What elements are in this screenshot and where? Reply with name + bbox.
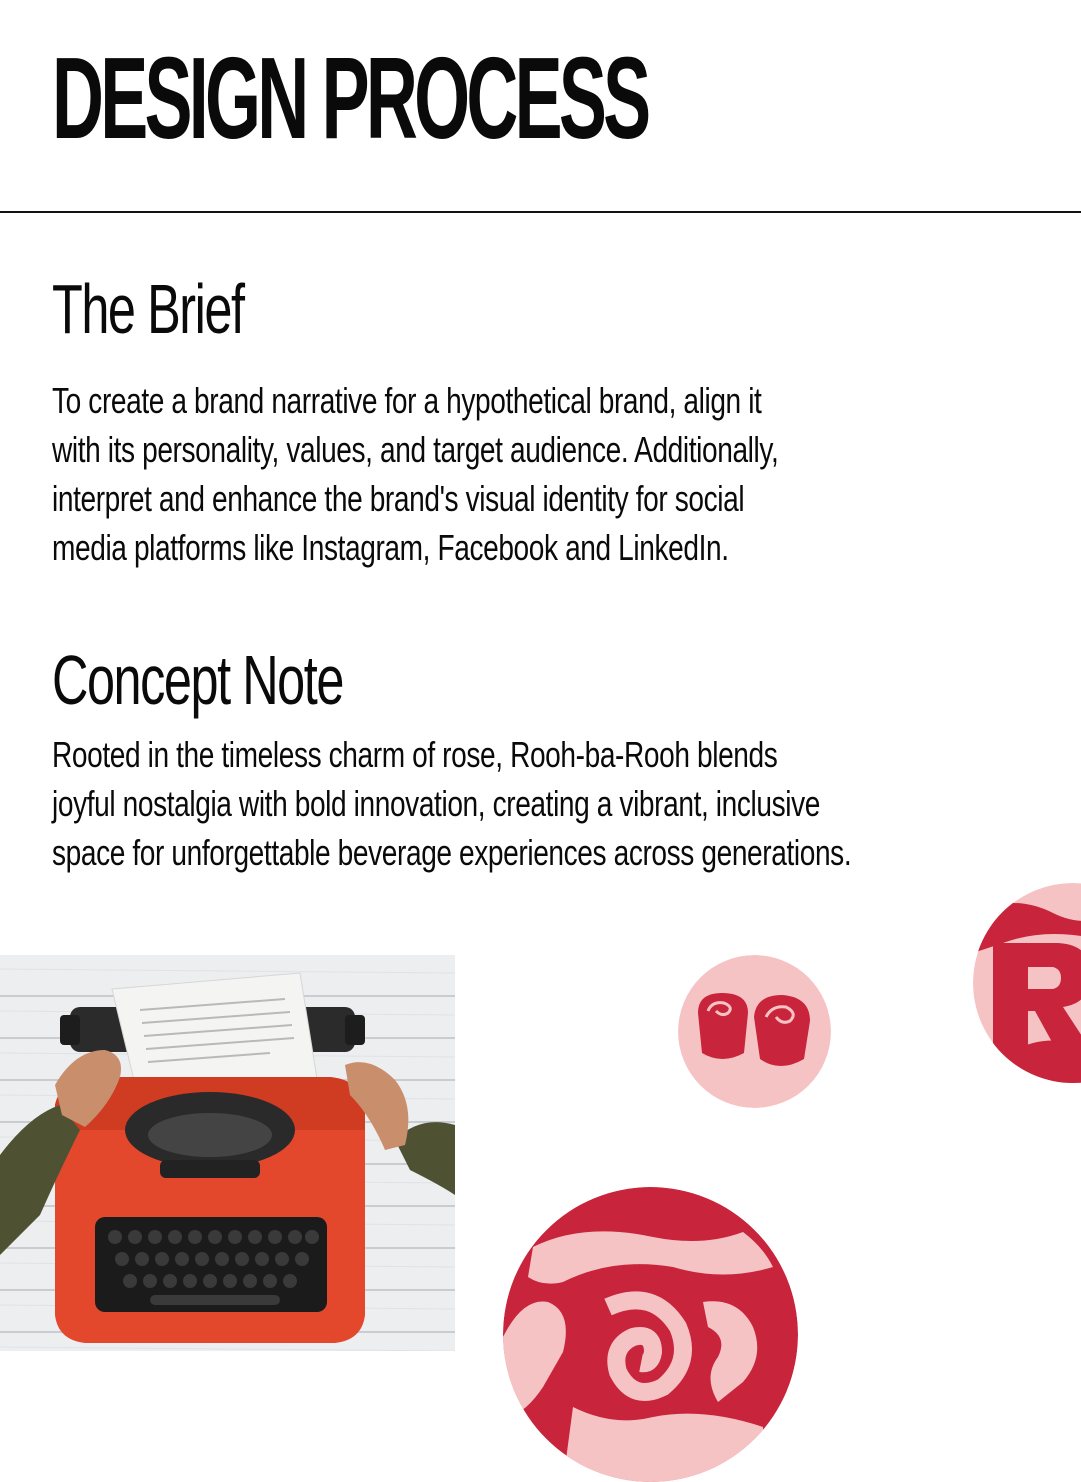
concept-line: space for unforgettable beverage experiences across generations. bbox=[52, 832, 852, 873]
brief-line: interpret and enhance the brand's visual identity for social bbox=[52, 478, 745, 519]
brief-line: To create a brand narrative for a hypothetical brand, align it bbox=[52, 380, 762, 421]
brief-line: media platforms like Instagram, Facebook and LinkedIn. bbox=[52, 527, 729, 568]
page-title: DESIGN PROCESS bbox=[52, 33, 648, 163]
rose-rolls-badge bbox=[678, 955, 831, 1108]
concept-line: joyful nostalgia with bold innovation, creating a vibrant, inclusive bbox=[52, 783, 820, 824]
concept-text bbox=[52, 730, 988, 877]
concept-heading: Concept Note bbox=[52, 641, 343, 719]
brief-text bbox=[52, 376, 988, 572]
brief-heading: The Brief bbox=[52, 270, 244, 348]
swirl-pattern-badge bbox=[503, 1187, 798, 1482]
typewriter-photo bbox=[0, 955, 455, 1351]
header-divider bbox=[0, 211, 1081, 213]
r-monogram-badge bbox=[973, 883, 1081, 1083]
concept-line: Rooted in the timeless charm of rose, Rooh-ba-Rooh blends bbox=[52, 734, 778, 775]
brief-line: with its personality, values, and target audience. Additionally, bbox=[52, 429, 779, 470]
